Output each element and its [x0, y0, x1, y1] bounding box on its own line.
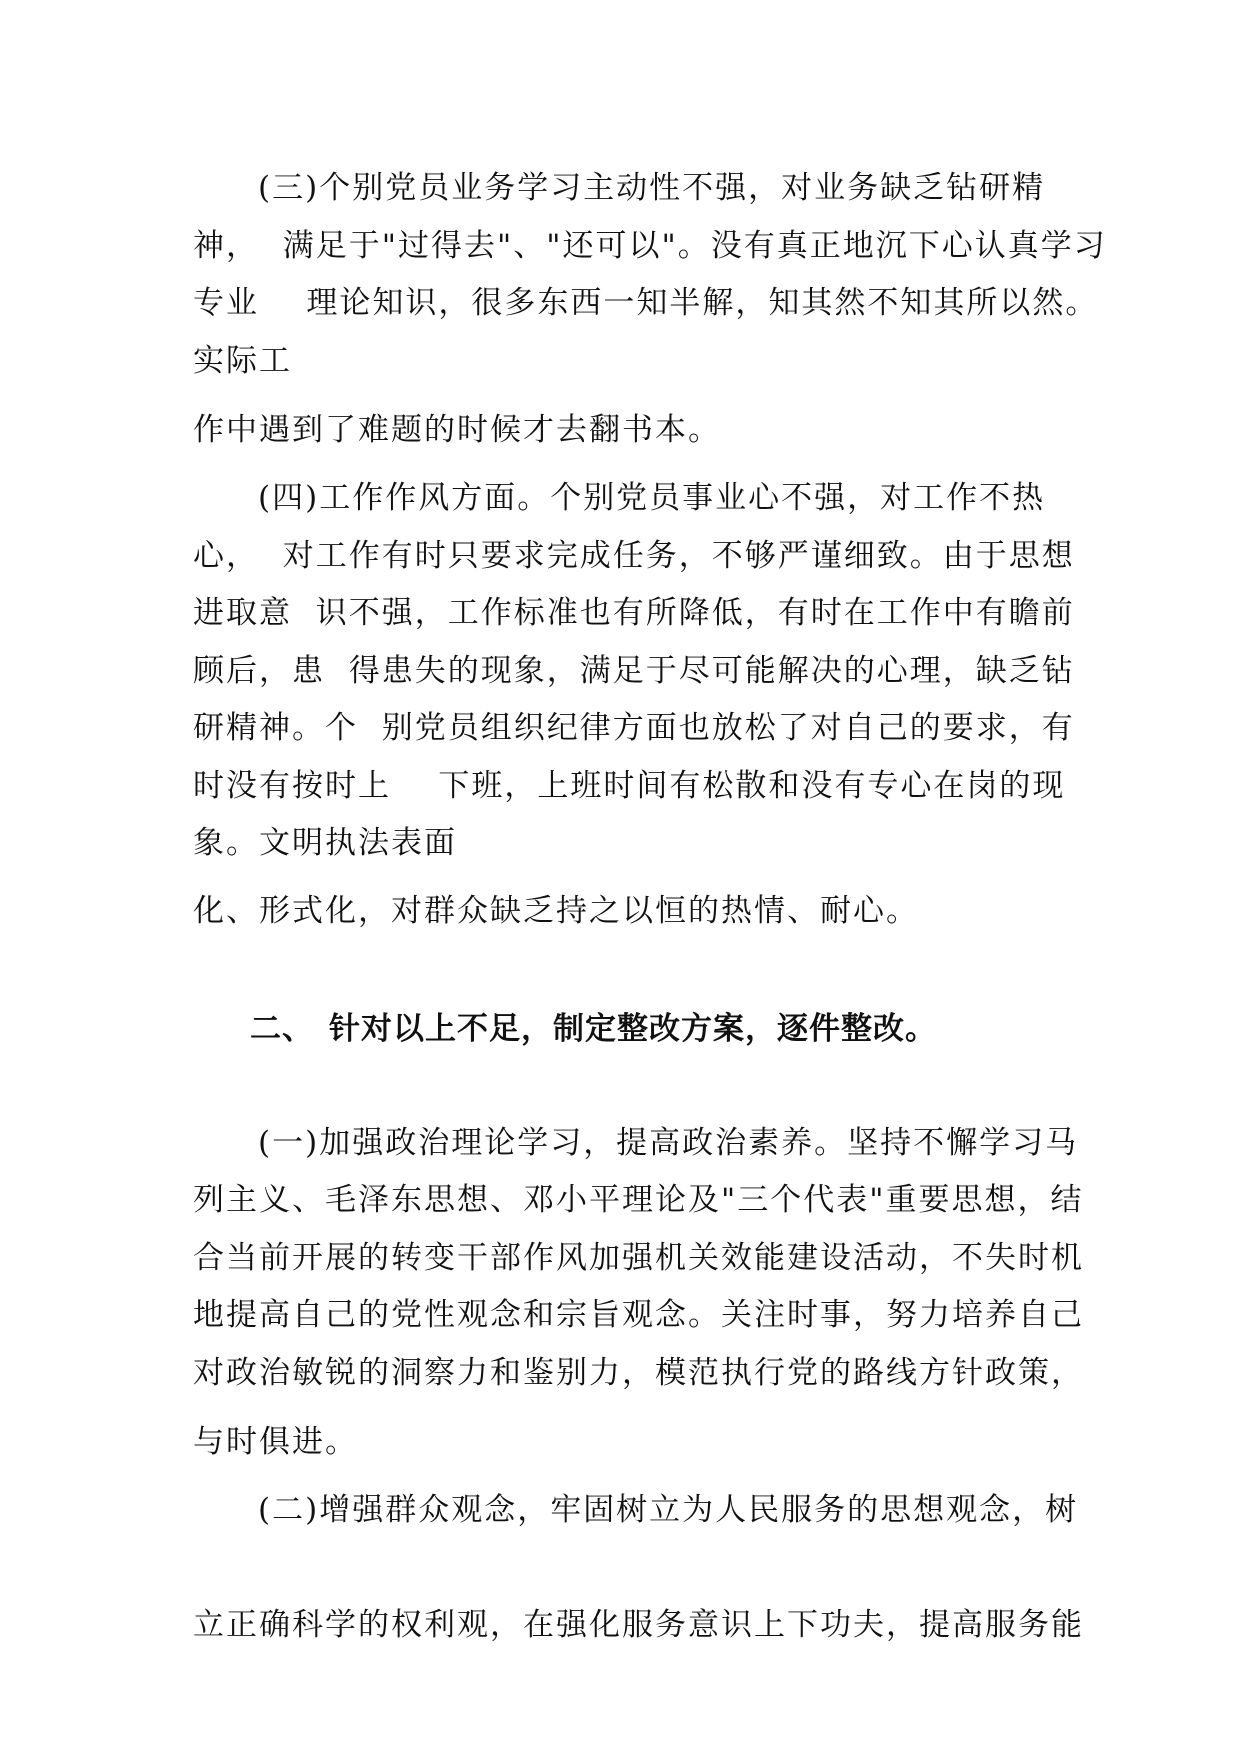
text-line: (一)加强政治理论学习，提高政治素养。坚持不懈学习马 — [258, 1125, 1079, 1161]
text-line: 合当前开展的转变干部作风加强机关效能建设活动，不失时机 — [193, 1240, 1084, 1276]
text-line: 心， 对工作有时只要求完成任务，不够严谨细致。由于思想 — [193, 538, 1075, 574]
text-line: 对政治敏锐的洞察力和鉴别力，模范执行党的路线方针政策， — [193, 1355, 1084, 1391]
heading-number: 二、 — [250, 1011, 314, 1047]
text-line: (三)个别党员业务学习主动性不强，对业务缺乏钻研精 — [258, 170, 1046, 206]
text-line: 神， 满足于"过得去"、"还可以"。没有真正地沉下心认真学习 — [193, 228, 1107, 264]
text-line: 进取意 识不强，工作标准也有所降低，有时在工作中有瞻前 — [193, 595, 1075, 631]
text-line: 顾后，患 得患失的现象，满足于尽可能解决的心理，缺乏钻 — [193, 653, 1075, 689]
text-line: 化、形式化，对群众缺乏持之以恒的热情、耐心。 — [193, 893, 919, 929]
heading-text: 针对以上不足，制定整改方案，逐件整改。 — [329, 1011, 937, 1047]
text-line: 地提高自己的党性观念和宗旨观念。关注时事，努力培养自己 — [193, 1297, 1084, 1333]
text-line: 立正确科学的权利观，在强化服务意识上下功夫，提高服务能 — [193, 1607, 1084, 1643]
text-line: 作中遇到了难题的时候才去翻书本。 — [193, 412, 721, 448]
text-line: 列主义、毛泽东思想、邓小平理论及"三个代表"重要思想，结 — [193, 1182, 1084, 1218]
text-line: (二)增强群众观念，牢固树立为人民服务的思想观念，树 — [258, 1492, 1079, 1528]
text-line: 研精神。个 别党员组织纪律方面也放松了对自己的要求，有 — [193, 710, 1075, 746]
text-line: 实际工 — [193, 343, 292, 379]
text-line: 专业 理论知识，很多东西一知半解，知其然不知其所以然。 — [193, 285, 1099, 321]
text-line: (四)工作作风方面。个别党员事业心不强，对工作不热 — [258, 480, 1046, 516]
text-line: 与时俱进。 — [193, 1424, 358, 1460]
text-line: 象。文明执法表面 — [193, 825, 457, 861]
text-line: 时没有按时上 下班，上班时间有松散和没有专心在岗的现 — [193, 768, 1066, 804]
